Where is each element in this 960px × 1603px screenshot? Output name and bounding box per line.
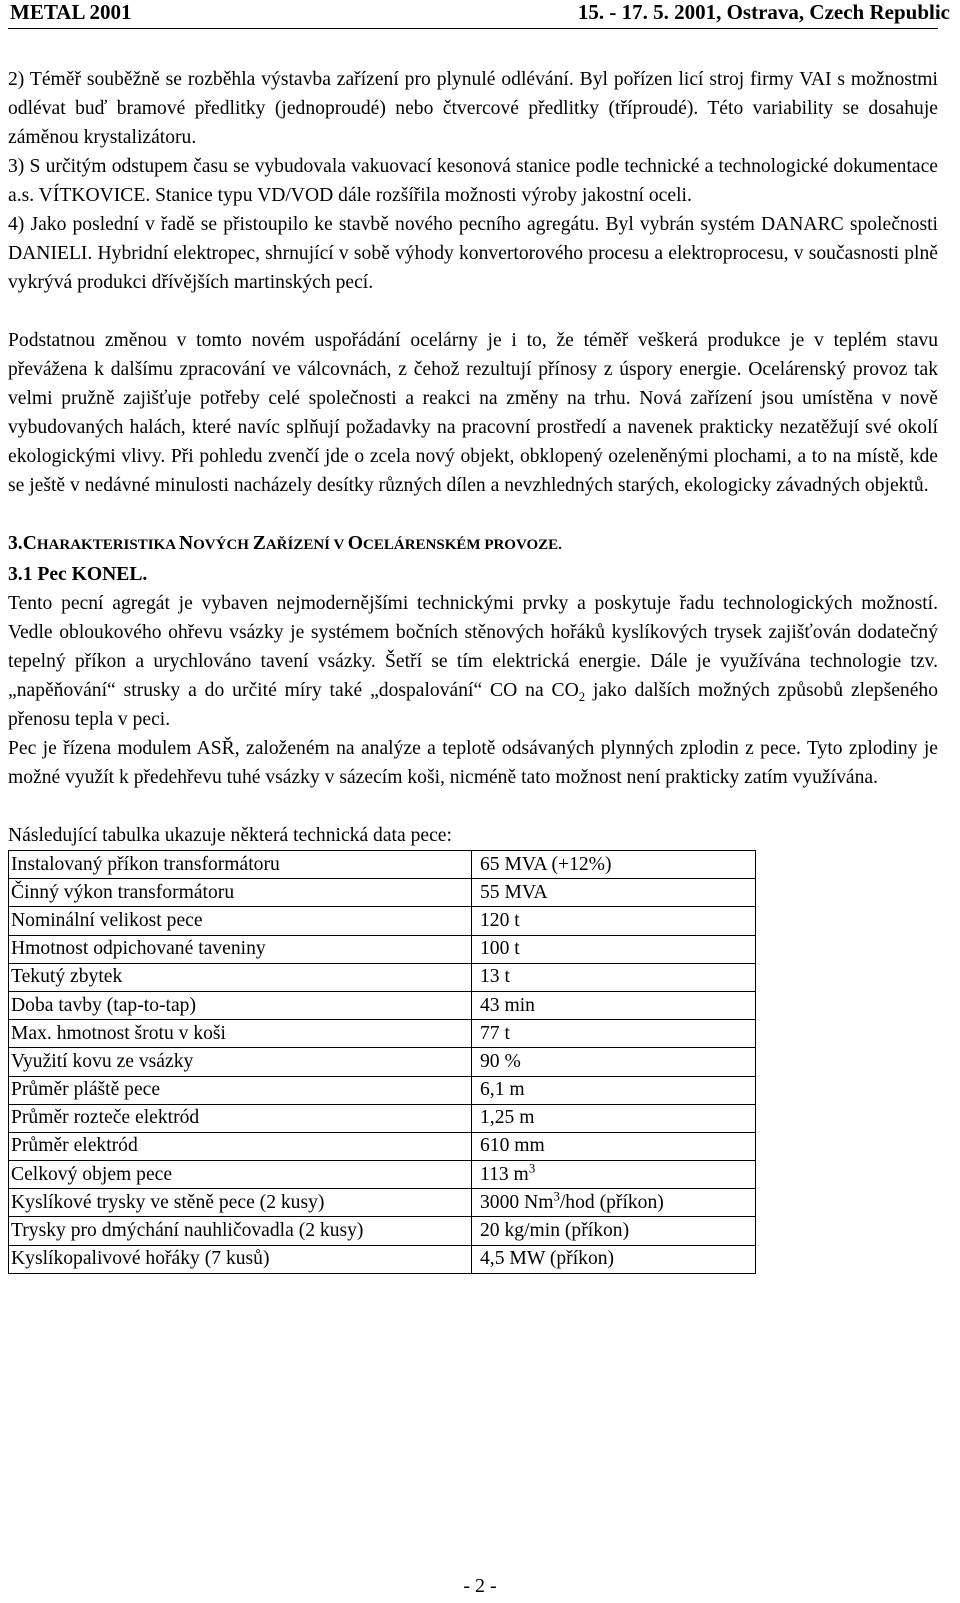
- section-heading: 3.CHARAKTERISTIKA NOVÝCH ZAŘÍZENÍ V OCELÁRENSKÉM PROVOZE.: [8, 533, 562, 554]
- conference-date-place: 15. - 17. 5. 2001, Ostrava, Czech Republic: [577, 0, 950, 24]
- table-row: [9, 1104, 756, 1132]
- table-cell-label: Instalovaný příkon transformátoru: [9, 851, 472, 879]
- header-divider: [8, 28, 938, 29]
- table-cell-value: 6,1 m: [472, 1076, 756, 1104]
- page-body: [8, 65, 938, 1274]
- table-row: [9, 1161, 756, 1189]
- table-cell-value: 13 t: [472, 963, 756, 991]
- table-cell-label: Hmotnost odpichované taveniny: [9, 935, 472, 963]
- table-intro: Následující tabulka ukazuje některá technická data pece:: [8, 825, 452, 846]
- table-cell-label: Doba tavby (tap-to-tap): [9, 991, 472, 1019]
- table-cell-label: Kyslíkopalivové hořáky (7 kusů): [9, 1245, 472, 1273]
- table-row: [9, 907, 756, 935]
- table-cell-label: Celkový objem pece: [9, 1161, 472, 1189]
- table-row: [9, 935, 756, 963]
- table-cell-value: 3000 Nm$^3$/hod (příkon): [472, 1189, 756, 1217]
- table-cell-label: Tekutý zbytek: [9, 963, 472, 991]
- table-cell-value: 100 t: [472, 935, 756, 963]
- paragraph: Pec je řízena modulem ASŘ, založeném na analýze a teplotě odsávaných plynných zplodin z pece. Tyto zplodiny je možné využít k předehřevu tuhé vsázky v sázecím koši, nicméně tato možnost není prakticky zatím využívána.: [8, 738, 938, 788]
- page-header: [0, 0, 960, 26]
- technical-data-table: [8, 850, 756, 1274]
- paragraph: Podstatnou změnou v tomto novém uspořádání ocelárny je i to, že téměř veškerá produkce je v teplém stavu převážena k dalšímu zpracování ve válcovnách, z čehož rezultují přínosy z úspory energie. Ocelárenský provoz tak velmi pružně zajišťuje potřeby celé společnosti a reakci na změny na trhu. Nová zařízení jsou umístěna v nově vybudovaných halách, které navíc splňují požadavky na pracovní prostředí a navenek prakticky nezatěžují své okolí ekologickými vlivy. Při pohledu zvenčí jde o zcela nový objekt, obklopený ozeleněnými plochami, a to na místě, kde se ještě v nedávné minulosti nacházely desítky různých dílen a nevzhledných starých, ekologicky závadných objektů.: [8, 330, 938, 496]
- table-cell-label: Max. hmotnost šrotu v koši: [9, 1020, 472, 1048]
- table-cell-label: Trysky pro dmýchání nauhličovadla (2 kusy): [9, 1217, 472, 1245]
- table-cell-label: Průměr rozteče elektród: [9, 1104, 472, 1132]
- table-cell-label: Nominální velikost pece: [9, 907, 472, 935]
- table-row: [9, 851, 756, 879]
- table-cell-label: Využití kovu ze vsázky: [9, 1048, 472, 1076]
- table-cell-label: Činný výkon transformátoru: [9, 879, 472, 907]
- table-row: [9, 1245, 756, 1273]
- table-row: [9, 879, 756, 907]
- conference-name: METAL 2001: [10, 0, 132, 24]
- table-row: [9, 1020, 756, 1048]
- table-cell-label: Kyslíkové trysky ve stěně pece (2 kusy): [9, 1189, 472, 1217]
- page-number: - 2 -: [463, 1575, 497, 1597]
- list-item: 3) S určitým odstupem času se vybudovala vakuovací kesonová stanice podle technické a technologické dokumentace a.s. VÍTKOVICE. Stanice typu VD/VOD dále rozšířila možnosti výroby jakostní oceli.: [8, 156, 938, 206]
- table-cell-value: 1,25 m: [472, 1104, 756, 1132]
- table-row: [9, 1132, 756, 1160]
- table-cell-value: 65 MVA (+12%): [472, 851, 756, 879]
- subsection-heading: 3.1 Pec KONEL.: [8, 564, 148, 585]
- table-row: [9, 1217, 756, 1245]
- table-row: [9, 1189, 756, 1217]
- table-row: [9, 1076, 756, 1104]
- table-cell-value: 90 %: [472, 1048, 756, 1076]
- list-item: 4) Jako poslední v řadě se přistoupilo ke stavbě nového pecního agregátu. Byl vybrán systém DANARC společnosti DANIELI. Hybridní elektropec, shrnující v sobě výhody konvertorového procesu a elektroprocesu, v současnosti plně vykrývá produkci dřívějších martinských pecí.: [8, 214, 938, 293]
- table-cell-value: 610 mm: [472, 1132, 756, 1160]
- table-cell-value: 43 min: [472, 991, 756, 1019]
- table-row: [9, 1048, 756, 1076]
- table-cell-value: 113 $m^3$: [472, 1161, 756, 1189]
- table-cell-value: 120 t: [472, 907, 756, 935]
- table-cell-label: Průměr elektród: [9, 1132, 472, 1160]
- table-cell-value: 77 t: [472, 1020, 756, 1048]
- list-item: 2) Téměř souběžně se rozběhla výstavba zařízení pro plynulé odlévání. Byl pořízen licí stroj firmy VAI s možnostmi odlévat buď bramové předlitky (jednoproudé) nebo čtvercové předlitky (tříproudé). Této variability se dosahuje záměnou krystalizátoru.: [8, 69, 938, 148]
- table-cell-value: 4,5 MW (příkon): [472, 1245, 756, 1273]
- table-cell-value: 55 MVA: [472, 879, 756, 907]
- table-row: [9, 963, 756, 991]
- paragraph: Tento pecní agregát je vybaven nejmodernějšími technickými prvky a poskytuje řadu technologických možností. Vedle obloukového ohřevu vsázky je systémem bočních stěnových hořáků kyslíkových trysek zajišťován dodatečný tepelný příkon a urychlováno tavení vsázky. Šetří se tím elektrická energie. Dále je využívána technologie tzv. „napěňování“ strusky a do určité míry také „dospalování“ CO na $CO_2$ jako dalších možných způsobů zlepšeného přenosu tepla v peci.: [8, 593, 938, 730]
- table-row: [9, 991, 756, 1019]
- table-cell-value: 20 kg/min (příkon): [472, 1217, 756, 1245]
- table-cell-label: Průměr pláště pece: [9, 1076, 472, 1104]
